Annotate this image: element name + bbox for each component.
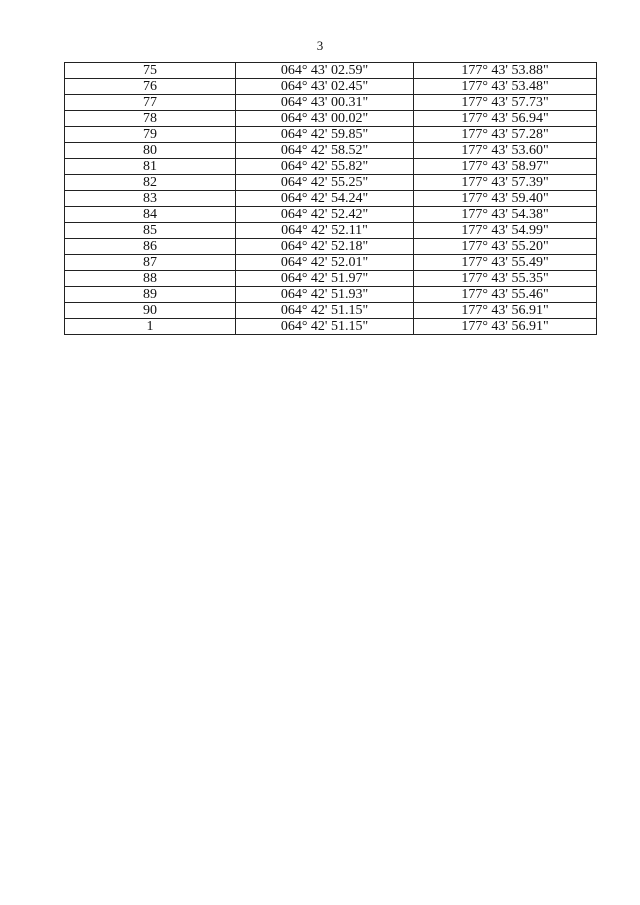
table-row	[65, 223, 597, 239]
latitude-cell: 064° 42' 52.42"	[236, 207, 414, 223]
longitude-cell: 177° 43' 57.28"	[414, 127, 597, 143]
longitude-cell: 177° 43' 55.46"	[414, 287, 597, 303]
point-number-cell: 76	[65, 79, 236, 95]
longitude-cell: 177° 43' 55.20"	[414, 239, 597, 255]
longitude-cell: 177° 43' 56.91"	[414, 319, 597, 335]
longitude-cell: 177° 43' 56.94"	[414, 111, 597, 127]
latitude-cell: 064° 42' 59.85"	[236, 127, 414, 143]
table-row	[65, 207, 597, 223]
point-number-cell: 81	[65, 159, 236, 175]
table-row	[65, 63, 597, 79]
latitude-cell: 064° 43' 00.02"	[236, 111, 414, 127]
point-number-cell: 78	[65, 111, 236, 127]
coordinates-table	[64, 62, 597, 335]
table-row	[65, 239, 597, 255]
point-number-cell: 90	[65, 303, 236, 319]
latitude-cell: 064° 42' 52.11"	[236, 223, 414, 239]
latitude-cell: 064° 42' 52.01"	[236, 255, 414, 271]
point-number-cell: 82	[65, 175, 236, 191]
table-row	[65, 287, 597, 303]
point-number-cell: 84	[65, 207, 236, 223]
point-number-cell: 85	[65, 223, 236, 239]
longitude-cell: 177° 43' 56.91"	[414, 303, 597, 319]
longitude-cell: 177° 43' 57.73"	[414, 95, 597, 111]
table-row	[65, 175, 597, 191]
table-row	[65, 127, 597, 143]
latitude-cell: 064° 43' 02.45"	[236, 79, 414, 95]
longitude-cell: 177° 43' 53.88"	[414, 63, 597, 79]
table-row	[65, 255, 597, 271]
point-number-cell: 79	[65, 127, 236, 143]
point-number-cell: 87	[65, 255, 236, 271]
latitude-cell: 064° 42' 51.15"	[236, 303, 414, 319]
longitude-cell: 177° 43' 58.97"	[414, 159, 597, 175]
point-number-cell: 88	[65, 271, 236, 287]
latitude-cell: 064° 42' 54.24"	[236, 191, 414, 207]
table-row	[65, 303, 597, 319]
point-number-cell: 75	[65, 63, 236, 79]
point-number-cell: 83	[65, 191, 236, 207]
coordinates-table-body	[65, 63, 597, 335]
latitude-cell: 064° 43' 02.59"	[236, 63, 414, 79]
latitude-cell: 064° 43' 00.31"	[236, 95, 414, 111]
latitude-cell: 064° 42' 51.97"	[236, 271, 414, 287]
latitude-cell: 064° 42' 55.82"	[236, 159, 414, 175]
point-number-cell: 1	[65, 319, 236, 335]
table-row	[65, 79, 597, 95]
table-row	[65, 319, 597, 335]
latitude-cell: 064° 42' 55.25"	[236, 175, 414, 191]
longitude-cell: 177° 43' 55.49"	[414, 255, 597, 271]
latitude-cell: 064° 42' 52.18"	[236, 239, 414, 255]
latitude-cell: 064° 42' 58.52"	[236, 143, 414, 159]
point-number-cell: 86	[65, 239, 236, 255]
longitude-cell: 177° 43' 54.99"	[414, 223, 597, 239]
longitude-cell: 177° 43' 53.48"	[414, 79, 597, 95]
longitude-cell: 177° 43' 53.60"	[414, 143, 597, 159]
table-row	[65, 159, 597, 175]
page-number: 3	[316, 38, 324, 53]
point-number-cell: 89	[65, 287, 236, 303]
latitude-cell: 064° 42' 51.93"	[236, 287, 414, 303]
longitude-cell: 177° 43' 57.39"	[414, 175, 597, 191]
point-number-cell: 77	[65, 95, 236, 111]
table-row	[65, 271, 597, 287]
latitude-cell: 064° 42' 51.15"	[236, 319, 414, 335]
table-row	[65, 191, 597, 207]
longitude-cell: 177° 43' 54.38"	[414, 207, 597, 223]
table-row	[65, 143, 597, 159]
table-row	[65, 95, 597, 111]
point-number-cell: 80	[65, 143, 236, 159]
table-row	[65, 111, 597, 127]
longitude-cell: 177° 43' 55.35"	[414, 271, 597, 287]
longitude-cell: 177° 43' 59.40"	[414, 191, 597, 207]
